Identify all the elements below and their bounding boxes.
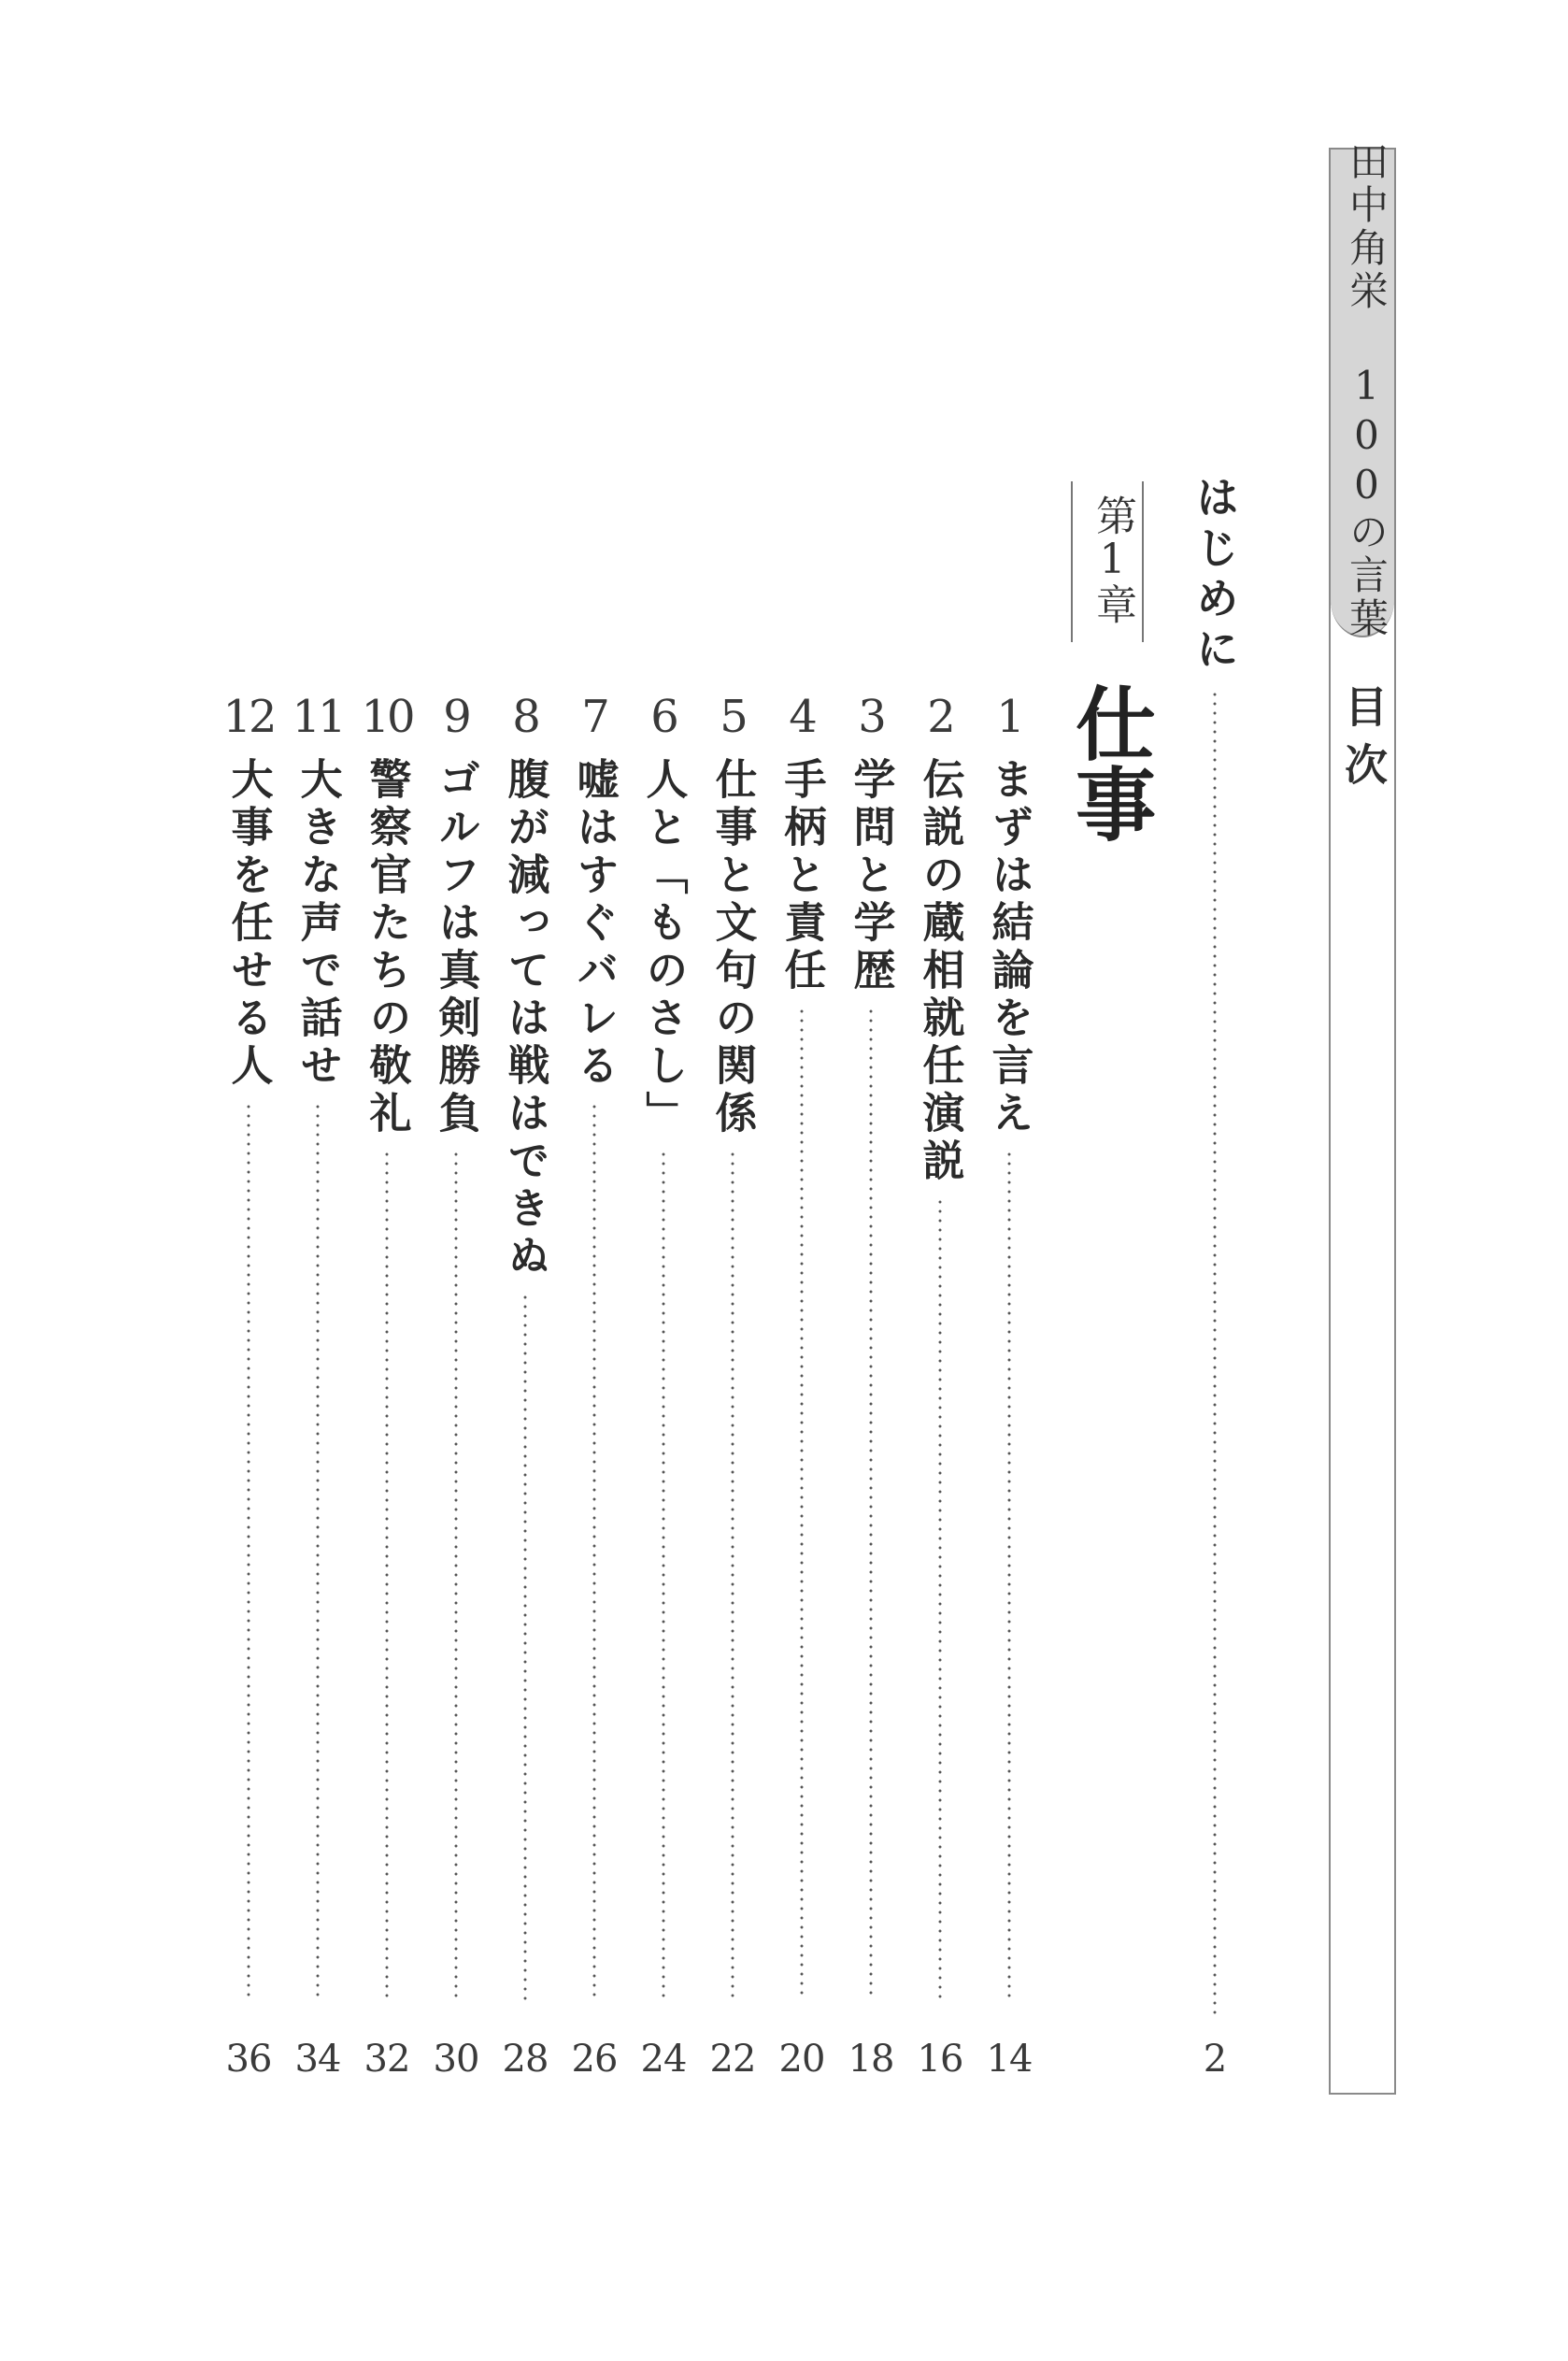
entry-number: 12 [222,691,275,743]
intro-page-number: 2 [1203,2038,1227,2081]
entry-title: 腹が減っては戦はできぬ [500,757,550,1281]
toc-entry[interactable] [774,692,830,2026]
dot-leader [731,1150,734,2000]
chapter-label: 第1章 [1089,494,1136,624]
chapter-label-frame [1071,481,1144,642]
entry-title: ゴルフは真剣勝負 [431,757,481,1138]
toc-entry[interactable] [981,692,1037,2026]
entry-page-number: 16 [917,2038,963,2081]
book-title: 田中角栄 100の言葉 [1344,141,1390,640]
entry-page-number: 26 [571,2038,618,2081]
entry-page-number: 28 [502,2038,549,2081]
entry-number: 2 [927,691,953,743]
entry-number: 10 [361,691,413,743]
dot-leader [1213,690,1217,2017]
toc-entry[interactable] [221,692,277,2026]
toc-entry[interactable] [635,692,691,2026]
dot-leader [385,1150,389,2000]
toc-entry[interactable] [290,692,346,2026]
entry-title: 大事を任せる人 [223,757,274,1091]
chapter-title: 仕事 [1062,682,1156,843]
entry-page-number: 34 [294,2038,341,2081]
toc-entry[interactable] [359,692,415,2026]
dot-leader [938,1197,942,2000]
toc-entry-intro[interactable] [1187,475,1243,2026]
entry-page-number: 30 [433,2038,479,2081]
dot-leader [316,1102,320,2000]
entry-title: 手柄と責任 [777,757,827,995]
entry-page-number: 32 [363,2038,410,2081]
entry-number: 5 [720,691,746,743]
dot-leader [454,1150,458,2000]
entry-number: 1 [996,691,1022,743]
entry-page-number: 24 [640,2038,687,2081]
entry-page-number: 22 [709,2038,756,2081]
entry-page-number: 20 [778,2038,825,2081]
entry-number: 7 [581,691,607,743]
entry-number: 3 [858,691,884,743]
dot-leader [592,1102,596,2000]
toc-entry[interactable] [428,692,484,2026]
book-title-box [1331,141,1394,640]
intro-title: はじめに [1190,475,1240,677]
dot-leader [662,1150,665,2000]
entry-number: 4 [789,691,815,743]
entry-title: 仕事と文句の関係 [707,757,758,1138]
running-tab [1329,141,1396,2095]
entry-page-number: 36 [225,2038,272,2081]
toc-entry[interactable] [843,692,899,2026]
section-label: 目次 [1338,684,1389,800]
toc-entry[interactable] [912,692,968,2026]
entry-number: 8 [512,691,538,743]
dot-leader [800,1007,804,2000]
toc-entry[interactable] [566,692,622,2026]
entry-number: 9 [443,691,469,743]
entry-title: 警察官たちの敬礼 [362,757,412,1138]
entry-title: 大きな声で話せ [292,757,343,1091]
entry-number: 6 [650,691,677,743]
entry-title: 嘘はすぐバレる [569,757,620,1091]
entry-page-number: 14 [986,2038,1033,2081]
toc-entry[interactable] [705,692,761,2026]
entry-title: 伝説の蔵相就任演説 [915,757,965,1186]
entry-title: まずは結論を言え [984,757,1034,1138]
entry-number: 11 [292,691,344,743]
dot-leader [869,1007,873,2000]
entry-page-number: 18 [848,2038,894,2081]
dot-leader [523,1293,527,2000]
toc-entry[interactable] [497,692,553,2026]
entry-title: 学問と学歴 [846,757,896,995]
dot-leader [1007,1150,1011,2000]
entry-title: 人と「ものさし」 [638,757,689,1138]
dot-leader [247,1102,250,2000]
